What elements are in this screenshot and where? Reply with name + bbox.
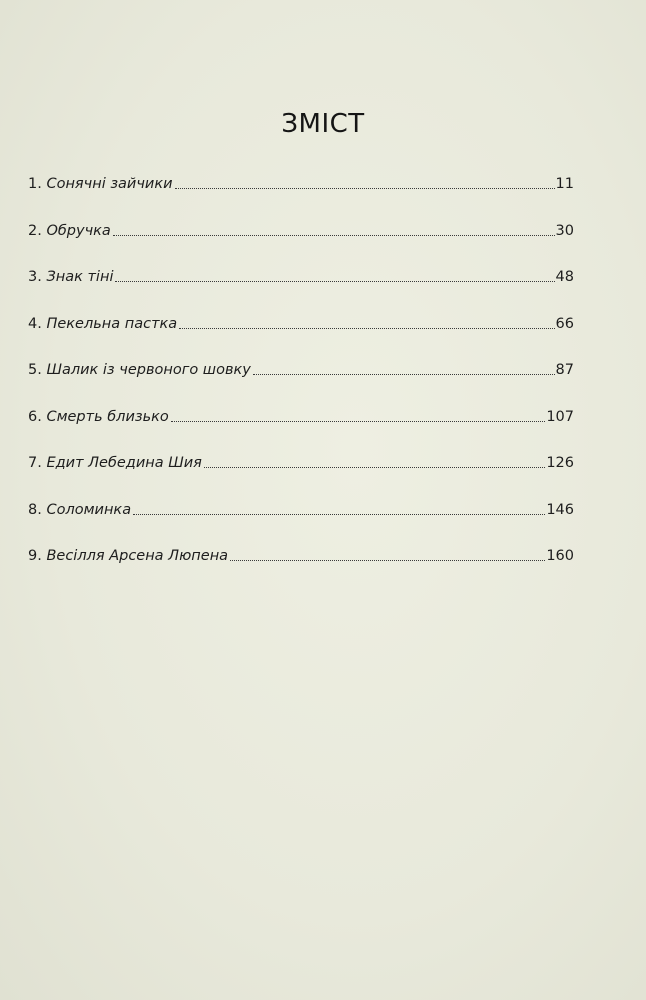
entry-title: Обручка (46, 222, 111, 239)
entry-title: Едит Лебедина Шия (46, 455, 202, 471)
toc-entry (28, 453, 574, 500)
entry-title: Пекельна пастка (46, 315, 178, 332)
entry-page-number: 160 (546, 548, 574, 564)
entry-page-number: 146 (546, 501, 574, 518)
entry-title: Шалик із червоного шовку (46, 362, 251, 378)
entry-page-number: 126 (546, 455, 574, 471)
dot-leader (115, 267, 554, 282)
entry-page-number: 30 (555, 222, 574, 239)
page-title: ЗМІСТ (281, 109, 365, 140)
dot-leader (133, 500, 545, 515)
entry-number: 2. (28, 222, 42, 239)
dot-leader (253, 360, 555, 375)
entry-page-number: 87 (555, 362, 574, 378)
entry-title: Весілля Арсена Люпена (46, 548, 229, 564)
toc-entry (28, 174, 574, 221)
toc-entry (28, 221, 574, 268)
dot-leader (171, 407, 546, 422)
entry-number: 6. (28, 408, 42, 425)
toc-entry (28, 407, 574, 454)
toc-entry (28, 360, 574, 407)
dot-leader (179, 314, 554, 329)
dot-leader (113, 221, 555, 236)
dot-leader (204, 453, 545, 468)
entry-page-number: 107 (546, 408, 574, 425)
dot-leader (175, 174, 555, 189)
table-of-contents (28, 174, 574, 593)
entry-number: 7. (28, 455, 42, 471)
toc-entry (28, 314, 574, 361)
entry-title: Смерть близько (46, 408, 169, 425)
entry-number: 1. (28, 176, 42, 192)
entry-title: Знак тіні (46, 269, 114, 285)
toc-entry (28, 500, 574, 547)
toc-entry (28, 267, 574, 314)
entry-number: 9. (28, 548, 42, 564)
dot-leader (230, 546, 545, 561)
entry-number: 3. (28, 269, 42, 285)
entry-number: 5. (28, 362, 42, 378)
toc-entry (28, 546, 574, 593)
entry-title: Соломинка (46, 501, 132, 518)
entry-number: 4. (28, 315, 42, 332)
entry-page-number: 11 (555, 176, 574, 192)
entry-number: 8. (28, 501, 42, 518)
entry-page-number: 66 (555, 315, 574, 332)
entry-page-number: 48 (555, 269, 574, 285)
entry-title: Сонячні зайчики (46, 176, 173, 192)
